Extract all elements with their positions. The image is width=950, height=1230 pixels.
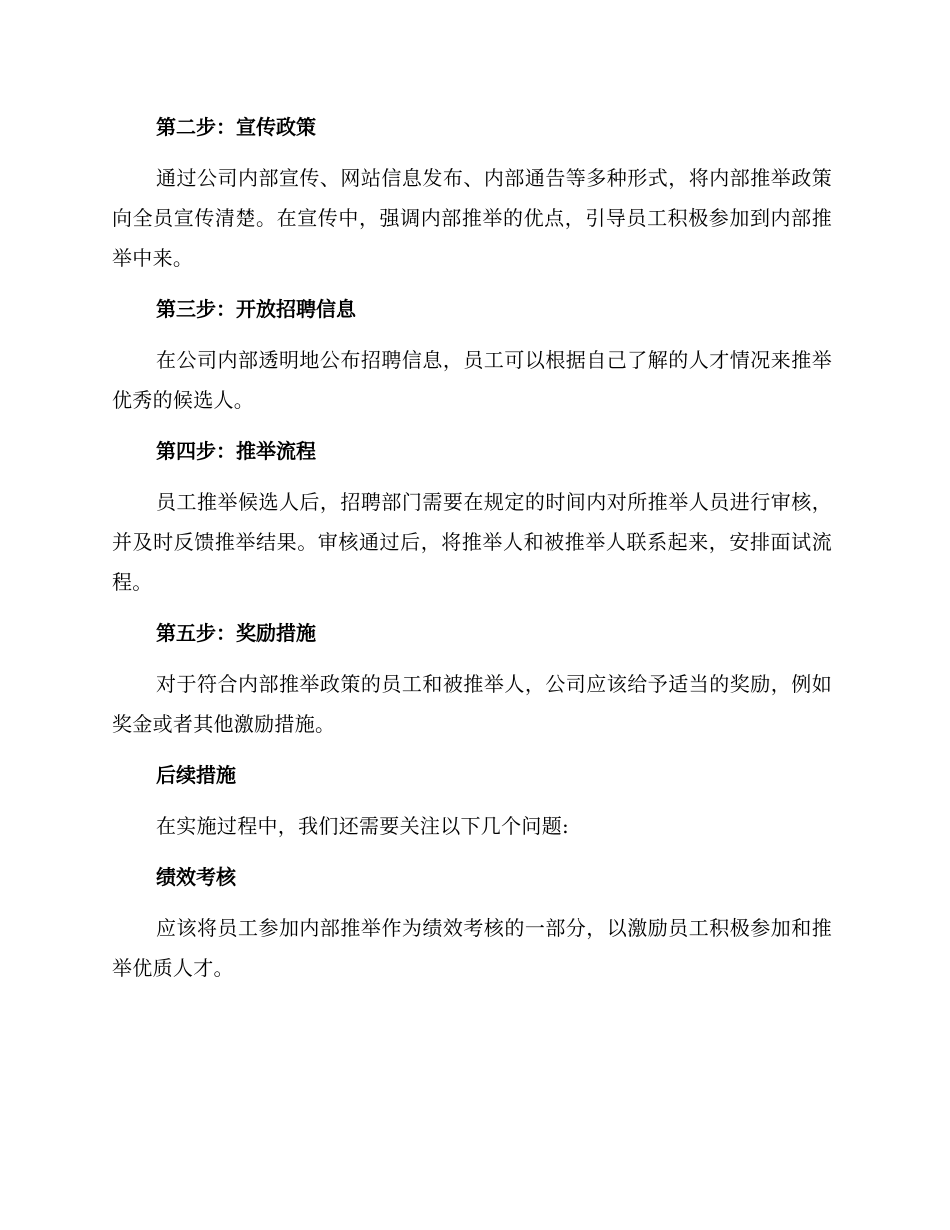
- section-heading-step5: 第五步：奖励措施: [156, 621, 316, 645]
- paragraph-step2: 通过公司内部宣传、网站信息发布、内部通告等多种形式，将内部推举政策向全员宣传清楚。在宣传中，强调内部推举的优点，引导员工积极参加到内部推举中来。: [112, 166, 832, 270]
- section-heading-followup: 后续措施: [156, 763, 236, 787]
- paragraph-followup: 在实施过程中，我们还需要关注以下几个问题:: [156, 814, 570, 838]
- document-body: [112, 108, 832, 1000]
- paragraph-step5: 对于符合内部推举政策的员工和被推举人，公司应该给予适当的奖励，例如奖金或者其他激励措施。: [112, 672, 832, 736]
- paragraph-performance: 应该将员工参加内部推举作为绩效考核的一部分，以激励员工积极参加和推举优质人才。: [112, 916, 832, 980]
- section-heading-step4: 第四步：推举流程: [156, 439, 316, 463]
- section-heading-step2: 第二步：宣传政策: [156, 115, 316, 139]
- paragraph-step3: 在公司内部透明地公布招聘信息，员工可以根据自己了解的人才情况来推举优秀的候选人。: [112, 348, 832, 412]
- paragraph-step4: 员工推举候选人后，招聘部门需要在规定的时间内对所推举人员进行审核，并及时反馈推举结果。审核通过后，将推举人和被推举人联系起来，安排面试流程。: [112, 490, 832, 594]
- section-heading-step3: 第三步：开放招聘信息: [156, 297, 356, 321]
- section-heading-performance: 绩效考核: [156, 865, 236, 889]
